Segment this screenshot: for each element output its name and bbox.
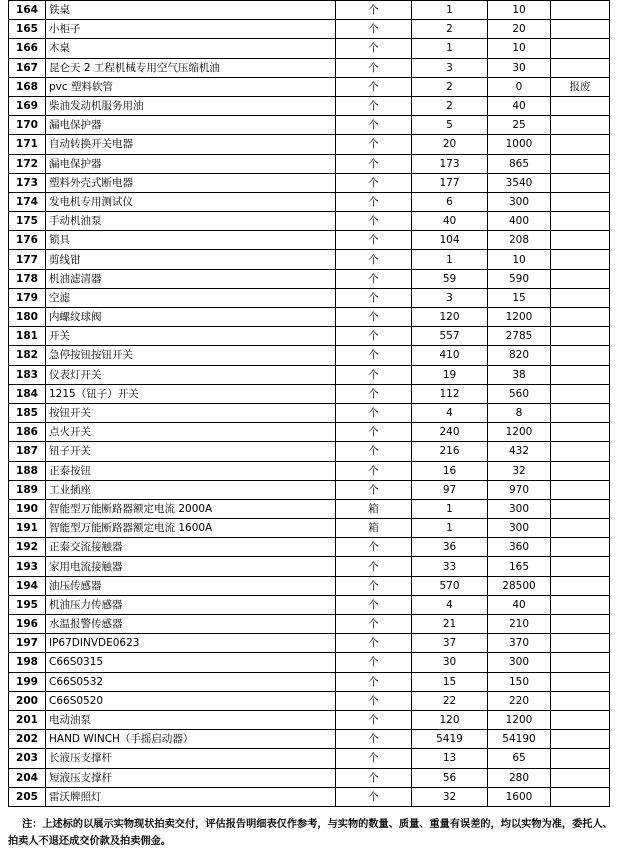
item-number: 201 — [9, 710, 46, 729]
item-note — [551, 327, 610, 346]
item-unit: 个 — [336, 615, 412, 634]
item-note — [551, 576, 610, 595]
footnote: 注：上述标的以展示实物现状拍卖交付，评估报告明细表仅作参考，与实物的数量、质量、重量有误差的，均以实物为准，委托人、拍卖人不退还成交价款及拍卖佣金。 — [8, 819, 613, 847]
table-row — [9, 634, 610, 653]
item-value: 360 — [488, 538, 551, 557]
item-number: 205 — [9, 787, 46, 806]
item-note — [551, 365, 610, 384]
table-row — [9, 1, 610, 20]
item-name: 电动油泵 — [46, 710, 336, 729]
item-quantity: 1 — [412, 519, 488, 538]
item-quantity: 32 — [412, 787, 488, 806]
item-note — [551, 173, 610, 192]
item-unit: 个 — [336, 787, 412, 806]
table-row — [9, 691, 610, 710]
item-name: 工业插座 — [46, 480, 336, 499]
item-value: 40 — [488, 96, 551, 115]
item-number: 179 — [9, 288, 46, 307]
item-quantity: 240 — [412, 423, 488, 442]
item-note — [551, 730, 610, 749]
item-unit: 个 — [336, 250, 412, 269]
item-value: 54190 — [488, 730, 551, 749]
item-note — [551, 595, 610, 614]
item-number: 175 — [9, 212, 46, 231]
item-note — [551, 480, 610, 499]
table-row — [9, 423, 610, 442]
table-row — [9, 768, 610, 787]
item-quantity: 1 — [412, 1, 488, 20]
item-name: 长液压支撑杆 — [46, 749, 336, 768]
item-value: 30 — [488, 58, 551, 77]
item-note — [551, 615, 610, 634]
item-unit: 个 — [336, 710, 412, 729]
item-number: 167 — [9, 58, 46, 77]
item-value: 1200 — [488, 308, 551, 327]
item-unit: 个 — [336, 20, 412, 39]
item-number: 190 — [9, 499, 46, 518]
item-value: 590 — [488, 269, 551, 288]
table-row — [9, 557, 610, 576]
item-value: 3540 — [488, 173, 551, 192]
item-quantity: 15 — [412, 672, 488, 691]
item-name: 空滤 — [46, 288, 336, 307]
item-note — [551, 231, 610, 250]
item-unit: 个 — [336, 595, 412, 614]
item-quantity: 33 — [412, 557, 488, 576]
table-row — [9, 480, 610, 499]
item-value: 40 — [488, 595, 551, 614]
item-unit: 个 — [336, 173, 412, 192]
item-number: 204 — [9, 768, 46, 787]
item-value: 2785 — [488, 327, 551, 346]
item-name: 水温报警传感器 — [46, 615, 336, 634]
item-unit: 个 — [336, 77, 412, 96]
item-number: 188 — [9, 461, 46, 480]
item-name: 正泰交流接触器 — [46, 538, 336, 557]
item-unit: 个 — [336, 576, 412, 595]
item-unit: 个 — [336, 39, 412, 58]
item-name: 柴油发动机服务用油 — [46, 96, 336, 115]
item-value: 300 — [488, 519, 551, 538]
table-row — [9, 595, 610, 614]
table-row — [9, 384, 610, 403]
item-quantity: 59 — [412, 269, 488, 288]
item-name: 急停按钮按钮开关 — [46, 346, 336, 365]
item-name: C66S0520 — [46, 691, 336, 710]
item-quantity: 16 — [412, 461, 488, 480]
table-row — [9, 365, 610, 384]
item-unit: 个 — [336, 634, 412, 653]
item-unit: 个 — [336, 480, 412, 499]
item-note — [551, 192, 610, 211]
table-row — [9, 787, 610, 806]
item-note — [551, 135, 610, 154]
table-row — [9, 615, 610, 634]
item-quantity: 6 — [412, 192, 488, 211]
item-note — [551, 116, 610, 135]
item-unit: 个 — [336, 461, 412, 480]
item-unit: 个 — [336, 730, 412, 749]
item-note — [551, 519, 610, 538]
item-quantity: 410 — [412, 346, 488, 365]
item-value: 208 — [488, 231, 551, 250]
item-value: 820 — [488, 346, 551, 365]
item-unit: 个 — [336, 442, 412, 461]
item-quantity: 3 — [412, 58, 488, 77]
item-unit: 个 — [336, 116, 412, 135]
item-note — [551, 212, 610, 231]
inventory-rows — [9, 1, 610, 807]
item-number: 186 — [9, 423, 46, 442]
table-row — [9, 173, 610, 192]
inventory-table — [8, 0, 610, 807]
item-value: 20 — [488, 20, 551, 39]
item-quantity: 19 — [412, 365, 488, 384]
item-value: 65 — [488, 749, 551, 768]
item-quantity: 557 — [412, 327, 488, 346]
item-note — [551, 269, 610, 288]
item-name: 短液压支撑杆 — [46, 768, 336, 787]
item-note: 报废 — [551, 77, 610, 96]
table-row — [9, 250, 610, 269]
table-row — [9, 538, 610, 557]
item-value: 0 — [488, 77, 551, 96]
table-row — [9, 154, 610, 173]
item-quantity: 5 — [412, 116, 488, 135]
item-number: 203 — [9, 749, 46, 768]
item-number: 195 — [9, 595, 46, 614]
item-name: 剪线钳 — [46, 250, 336, 269]
item-number: 168 — [9, 77, 46, 96]
item-number: 187 — [9, 442, 46, 461]
item-value: 28500 — [488, 576, 551, 595]
item-unit: 个 — [336, 288, 412, 307]
item-note — [551, 39, 610, 58]
item-name: 铁桌 — [46, 1, 336, 20]
item-quantity: 56 — [412, 768, 488, 787]
item-number: 189 — [9, 480, 46, 499]
item-unit: 个 — [336, 384, 412, 403]
item-quantity: 97 — [412, 480, 488, 499]
item-quantity: 22 — [412, 691, 488, 710]
item-name: 昆仑天 2 工程机械专用空气压缩机油 — [46, 58, 336, 77]
item-name: 漏电保护器 — [46, 154, 336, 173]
item-number: 177 — [9, 250, 46, 269]
table-row — [9, 192, 610, 211]
item-value: 1200 — [488, 710, 551, 729]
item-value: 1000 — [488, 135, 551, 154]
item-quantity: 21 — [412, 615, 488, 634]
item-value: 210 — [488, 615, 551, 634]
item-number: 170 — [9, 116, 46, 135]
item-name: 仪表灯开关 — [46, 365, 336, 384]
item-unit: 个 — [336, 538, 412, 557]
item-name: IP67DINVDE0623 — [46, 634, 336, 653]
item-name: 钮子开关 — [46, 442, 336, 461]
item-number: 184 — [9, 384, 46, 403]
item-unit: 个 — [336, 96, 412, 115]
table-row — [9, 96, 610, 115]
item-number: 171 — [9, 135, 46, 154]
item-note — [551, 653, 610, 672]
item-value: 970 — [488, 480, 551, 499]
item-unit: 个 — [336, 557, 412, 576]
item-quantity: 120 — [412, 308, 488, 327]
item-value: 280 — [488, 768, 551, 787]
item-note — [551, 423, 610, 442]
item-number: 191 — [9, 519, 46, 538]
item-name: 正泰按钮 — [46, 461, 336, 480]
item-value: 10 — [488, 1, 551, 20]
item-name: 家用电流接触器 — [46, 557, 336, 576]
item-number: 185 — [9, 403, 46, 422]
table-row — [9, 58, 610, 77]
item-value: 370 — [488, 634, 551, 653]
table-row — [9, 749, 610, 768]
table-row — [9, 77, 610, 96]
item-number: 178 — [9, 269, 46, 288]
item-quantity: 2 — [412, 96, 488, 115]
item-quantity: 5419 — [412, 730, 488, 749]
item-unit: 个 — [336, 423, 412, 442]
item-number: 180 — [9, 308, 46, 327]
item-name: 发电机专用测试仪 — [46, 192, 336, 211]
item-note — [551, 557, 610, 576]
item-name: 自动转换开关电器 — [46, 135, 336, 154]
item-name: 1215（钮子）开关 — [46, 384, 336, 403]
item-unit: 箱 — [336, 499, 412, 518]
item-unit: 个 — [336, 269, 412, 288]
item-value: 38 — [488, 365, 551, 384]
table-row — [9, 288, 610, 307]
item-quantity: 2 — [412, 77, 488, 96]
item-number: 196 — [9, 615, 46, 634]
item-number: 172 — [9, 154, 46, 173]
item-value: 300 — [488, 499, 551, 518]
item-note — [551, 749, 610, 768]
item-value: 10 — [488, 250, 551, 269]
item-name: 机油滤清器 — [46, 269, 336, 288]
table-row — [9, 327, 610, 346]
item-value: 220 — [488, 691, 551, 710]
item-value: 432 — [488, 442, 551, 461]
item-quantity: 20 — [412, 135, 488, 154]
item-note — [551, 384, 610, 403]
item-name: HAND WINCH（手摇启动器） — [46, 730, 336, 749]
table-row — [9, 116, 610, 135]
item-number: 173 — [9, 173, 46, 192]
item-name: 智能型万能断路器额定电流 2000A — [46, 499, 336, 518]
item-note — [551, 691, 610, 710]
item-unit: 个 — [336, 365, 412, 384]
item-note — [551, 461, 610, 480]
item-name: 木桌 — [46, 39, 336, 58]
table-row — [9, 710, 610, 729]
item-value: 15 — [488, 288, 551, 307]
item-name: 机油压力传感器 — [46, 595, 336, 614]
table-row — [9, 519, 610, 538]
item-note — [551, 672, 610, 691]
item-name: 按钮开关 — [46, 403, 336, 422]
item-value: 8 — [488, 403, 551, 422]
item-name: 油压传感器 — [46, 576, 336, 595]
item-name: 内螺纹球阀 — [46, 308, 336, 327]
item-value: 300 — [488, 653, 551, 672]
item-number: 200 — [9, 691, 46, 710]
item-unit: 个 — [336, 154, 412, 173]
item-note — [551, 288, 610, 307]
item-note — [551, 787, 610, 806]
item-number: 164 — [9, 1, 46, 20]
item-number: 182 — [9, 346, 46, 365]
item-unit: 个 — [336, 653, 412, 672]
item-unit: 个 — [336, 231, 412, 250]
item-note — [551, 499, 610, 518]
item-number: 176 — [9, 231, 46, 250]
item-number: 192 — [9, 538, 46, 557]
item-number: 194 — [9, 576, 46, 595]
item-value: 10 — [488, 39, 551, 58]
item-value: 1200 — [488, 423, 551, 442]
table-row — [9, 212, 610, 231]
table-row — [9, 269, 610, 288]
item-unit: 个 — [336, 672, 412, 691]
item-unit: 个 — [336, 327, 412, 346]
item-quantity: 1 — [412, 39, 488, 58]
item-unit: 个 — [336, 768, 412, 787]
item-quantity: 4 — [412, 403, 488, 422]
item-unit: 箱 — [336, 519, 412, 538]
item-value: 150 — [488, 672, 551, 691]
item-note — [551, 346, 610, 365]
item-value: 25 — [488, 116, 551, 135]
item-name: 小柜子 — [46, 20, 336, 39]
table-row — [9, 461, 610, 480]
item-quantity: 1 — [412, 499, 488, 518]
item-name: 塑料外壳式断电器 — [46, 173, 336, 192]
item-number: 169 — [9, 96, 46, 115]
item-note — [551, 20, 610, 39]
item-unit: 个 — [336, 212, 412, 231]
item-unit: 个 — [336, 346, 412, 365]
item-quantity: 4 — [412, 595, 488, 614]
item-value: 300 — [488, 192, 551, 211]
item-value: 32 — [488, 461, 551, 480]
table-row — [9, 730, 610, 749]
item-number: 202 — [9, 730, 46, 749]
item-note — [551, 96, 610, 115]
item-unit: 个 — [336, 749, 412, 768]
table-row — [9, 39, 610, 58]
item-quantity: 3 — [412, 288, 488, 307]
table-row — [9, 346, 610, 365]
table-row — [9, 308, 610, 327]
item-quantity: 1 — [412, 250, 488, 269]
item-number: 199 — [9, 672, 46, 691]
item-name: C66S0532 — [46, 672, 336, 691]
item-value: 1600 — [488, 787, 551, 806]
item-quantity: 40 — [412, 212, 488, 231]
item-note — [551, 403, 610, 422]
item-quantity: 112 — [412, 384, 488, 403]
item-unit: 个 — [336, 403, 412, 422]
item-number: 166 — [9, 39, 46, 58]
table-row — [9, 672, 610, 691]
item-unit: 个 — [336, 192, 412, 211]
item-number: 174 — [9, 192, 46, 211]
item-number: 197 — [9, 634, 46, 653]
item-number: 198 — [9, 653, 46, 672]
item-name: C66S0315 — [46, 653, 336, 672]
item-unit: 个 — [336, 58, 412, 77]
item-quantity: 120 — [412, 710, 488, 729]
item-number: 181 — [9, 327, 46, 346]
item-quantity: 216 — [412, 442, 488, 461]
item-name: 智能型万能断路器额定电流 1600A — [46, 519, 336, 538]
item-quantity: 13 — [412, 749, 488, 768]
item-name: pvc 塑料软管 — [46, 77, 336, 96]
item-quantity: 2 — [412, 20, 488, 39]
item-quantity: 30 — [412, 653, 488, 672]
table-row — [9, 403, 610, 422]
table-row — [9, 442, 610, 461]
item-number: 183 — [9, 365, 46, 384]
item-note — [551, 442, 610, 461]
item-note — [551, 768, 610, 787]
item-name: 手动机油泵 — [46, 212, 336, 231]
table-row — [9, 576, 610, 595]
table-row — [9, 499, 610, 518]
item-name: 点火开关 — [46, 423, 336, 442]
item-unit: 个 — [336, 308, 412, 327]
item-unit: 个 — [336, 135, 412, 154]
item-unit: 个 — [336, 1, 412, 20]
item-name: 开关 — [46, 327, 336, 346]
item-value: 865 — [488, 154, 551, 173]
item-note — [551, 154, 610, 173]
item-name: 锁具 — [46, 231, 336, 250]
item-note — [551, 710, 610, 729]
item-unit: 个 — [336, 691, 412, 710]
item-quantity: 37 — [412, 634, 488, 653]
item-value: 400 — [488, 212, 551, 231]
item-name: 雷沃牌照灯 — [46, 787, 336, 806]
item-value: 560 — [488, 384, 551, 403]
item-note — [551, 308, 610, 327]
item-note — [551, 538, 610, 557]
item-value: 165 — [488, 557, 551, 576]
item-quantity: 177 — [412, 173, 488, 192]
item-quantity: 173 — [412, 154, 488, 173]
item-quantity: 570 — [412, 576, 488, 595]
item-note — [551, 1, 610, 20]
table-row — [9, 653, 610, 672]
item-number: 193 — [9, 557, 46, 576]
item-quantity: 104 — [412, 231, 488, 250]
table-row — [9, 231, 610, 250]
table-row — [9, 20, 610, 39]
item-name: 漏电保护器 — [46, 116, 336, 135]
item-note — [551, 58, 610, 77]
item-note — [551, 634, 610, 653]
item-quantity: 36 — [412, 538, 488, 557]
item-note — [551, 250, 610, 269]
table-row — [9, 135, 610, 154]
item-number: 165 — [9, 20, 46, 39]
